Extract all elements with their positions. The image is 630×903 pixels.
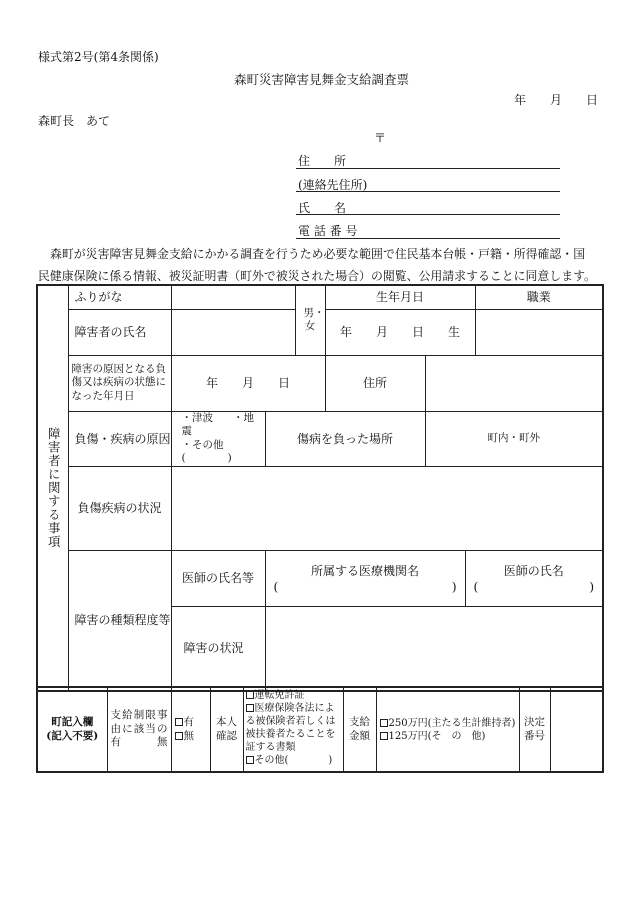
furigana-label: ふりがな [68, 285, 171, 309]
birthdate-label: 生年月日 [325, 285, 475, 309]
injury-place-label: 傷病を負った場所 [265, 411, 425, 467]
addressee: 森町長 あて [38, 114, 111, 128]
decision-number-label: 決定番号 [519, 687, 550, 772]
cause-option-earthquake[interactable]: ・地震 [181, 411, 255, 438]
disability-status-label: 障害の状況 [171, 607, 265, 691]
checkbox-icon[interactable] [246, 704, 254, 712]
in-out-town-field[interactable]: 町内・町外 [425, 411, 603, 467]
medical-institution-field[interactable] [265, 551, 465, 607]
checkbox-icon[interactable] [380, 732, 388, 740]
checkbox-icon[interactable] [175, 732, 183, 740]
side-label-cell [37, 285, 68, 691]
restriction-label: 支給制限事由に該当の有無 [107, 687, 171, 772]
paren-open: ( [473, 580, 479, 595]
paren-open: ( [273, 580, 279, 595]
id-options[interactable] [243, 687, 343, 772]
cause-option-tsunami[interactable]: ・津波 [181, 411, 213, 424]
restriction-options[interactable] [171, 687, 210, 772]
office-use-label: 町記入欄 (記入不要) [37, 687, 107, 772]
address-input[interactable] [425, 355, 603, 411]
identity-check-label: 本人確認 [210, 687, 243, 772]
contact-address-label: (連絡先住所) [298, 178, 368, 192]
address-line[interactable] [296, 168, 560, 169]
condition-input[interactable] [171, 467, 603, 551]
phone-line[interactable] [296, 238, 560, 239]
checkbox-icon[interactable] [380, 719, 388, 727]
payment-amount-label: 支給金額 [343, 687, 376, 772]
condition-label: 負傷疾病の状況 [68, 467, 171, 551]
amount-option-125[interactable]: 125万円(そ の 他) [380, 730, 516, 743]
disability-status-input[interactable] [265, 607, 603, 691]
paren-close: ) [451, 580, 457, 595]
phone-label: 電 話 番 号 [298, 224, 358, 238]
birthdate-field[interactable]: 年 月 日 生 [325, 309, 475, 355]
id-option-insurance[interactable]: 医療保険各法による被保険者若しくは被扶養者たることを証する書類 [245, 703, 336, 753]
disability-type-label: 障害の種類程度等 [68, 551, 171, 691]
cause-option-other[interactable]: ・その他( ) [181, 438, 232, 465]
disabled-person-table [36, 284, 604, 692]
page-title: 森町災害障害見舞金支給調査票 [234, 72, 410, 87]
cause-label: 負傷・疾病の原因 [68, 411, 171, 467]
applicant-name-label: 氏 名 [298, 201, 347, 215]
gender-field[interactable]: 男・女 [295, 285, 325, 355]
checkbox-icon[interactable] [246, 756, 254, 764]
side-label: 障害者に関する事項 [46, 427, 62, 549]
date-line: 年 月 日 [514, 93, 599, 107]
disabled-name-label: 障害者の氏名 [68, 309, 171, 355]
checkbox-icon[interactable] [246, 691, 254, 699]
medical-institution-label: 所属する医療機関名 [310, 564, 419, 579]
checkbox-icon[interactable] [175, 718, 183, 726]
furigana-input[interactable] [171, 285, 295, 309]
amount-option-250[interactable]: 250万円(主たる生計維持者) [380, 717, 516, 730]
cause-date-field[interactable]: 年 月 日 [171, 355, 325, 411]
id-option-other[interactable]: その他( ) [246, 754, 341, 767]
amount-options[interactable] [376, 687, 519, 772]
consent-text: 森町が災害障害見舞金支給にかかる調査を行うため必要な範囲で住民基本台帳・戸籍・所得確認・国民健康保険に係る情報、被災証明書（町外で被災された場合）の閲覧、公用請求することに同意します。 [38, 247, 596, 283]
address-label-cell: 住所 [325, 355, 425, 411]
cause-date-label: 障害の原因となる負傷又は疾病の状態になった年月日 [68, 355, 171, 411]
restriction-no[interactable]: 無 [175, 730, 210, 744]
disabled-name-input[interactable] [171, 309, 295, 355]
address-label: 住 所 [298, 154, 347, 168]
occupation-label: 職業 [475, 285, 603, 309]
doctor-name-label: 医師の氏名等 [171, 551, 265, 607]
cause-options[interactable] [171, 411, 265, 467]
id-option-license[interactable]: 運転免許証 [246, 689, 341, 702]
contact-address-line[interactable] [296, 191, 560, 192]
applicant-name-line[interactable] [296, 214, 560, 215]
doctor-name-field[interactable] [465, 551, 603, 607]
paren-close: ) [589, 580, 595, 595]
decision-number-input[interactable] [550, 687, 603, 772]
form-number: 様式第2号(第4条関係) [38, 50, 159, 64]
doctor-name-text: 医師の氏名 [503, 564, 564, 579]
restriction-yes[interactable]: 有 [175, 716, 210, 730]
office-use-table [36, 686, 604, 773]
occupation-input[interactable] [475, 309, 603, 355]
postal-mark: 〒 [374, 131, 387, 145]
